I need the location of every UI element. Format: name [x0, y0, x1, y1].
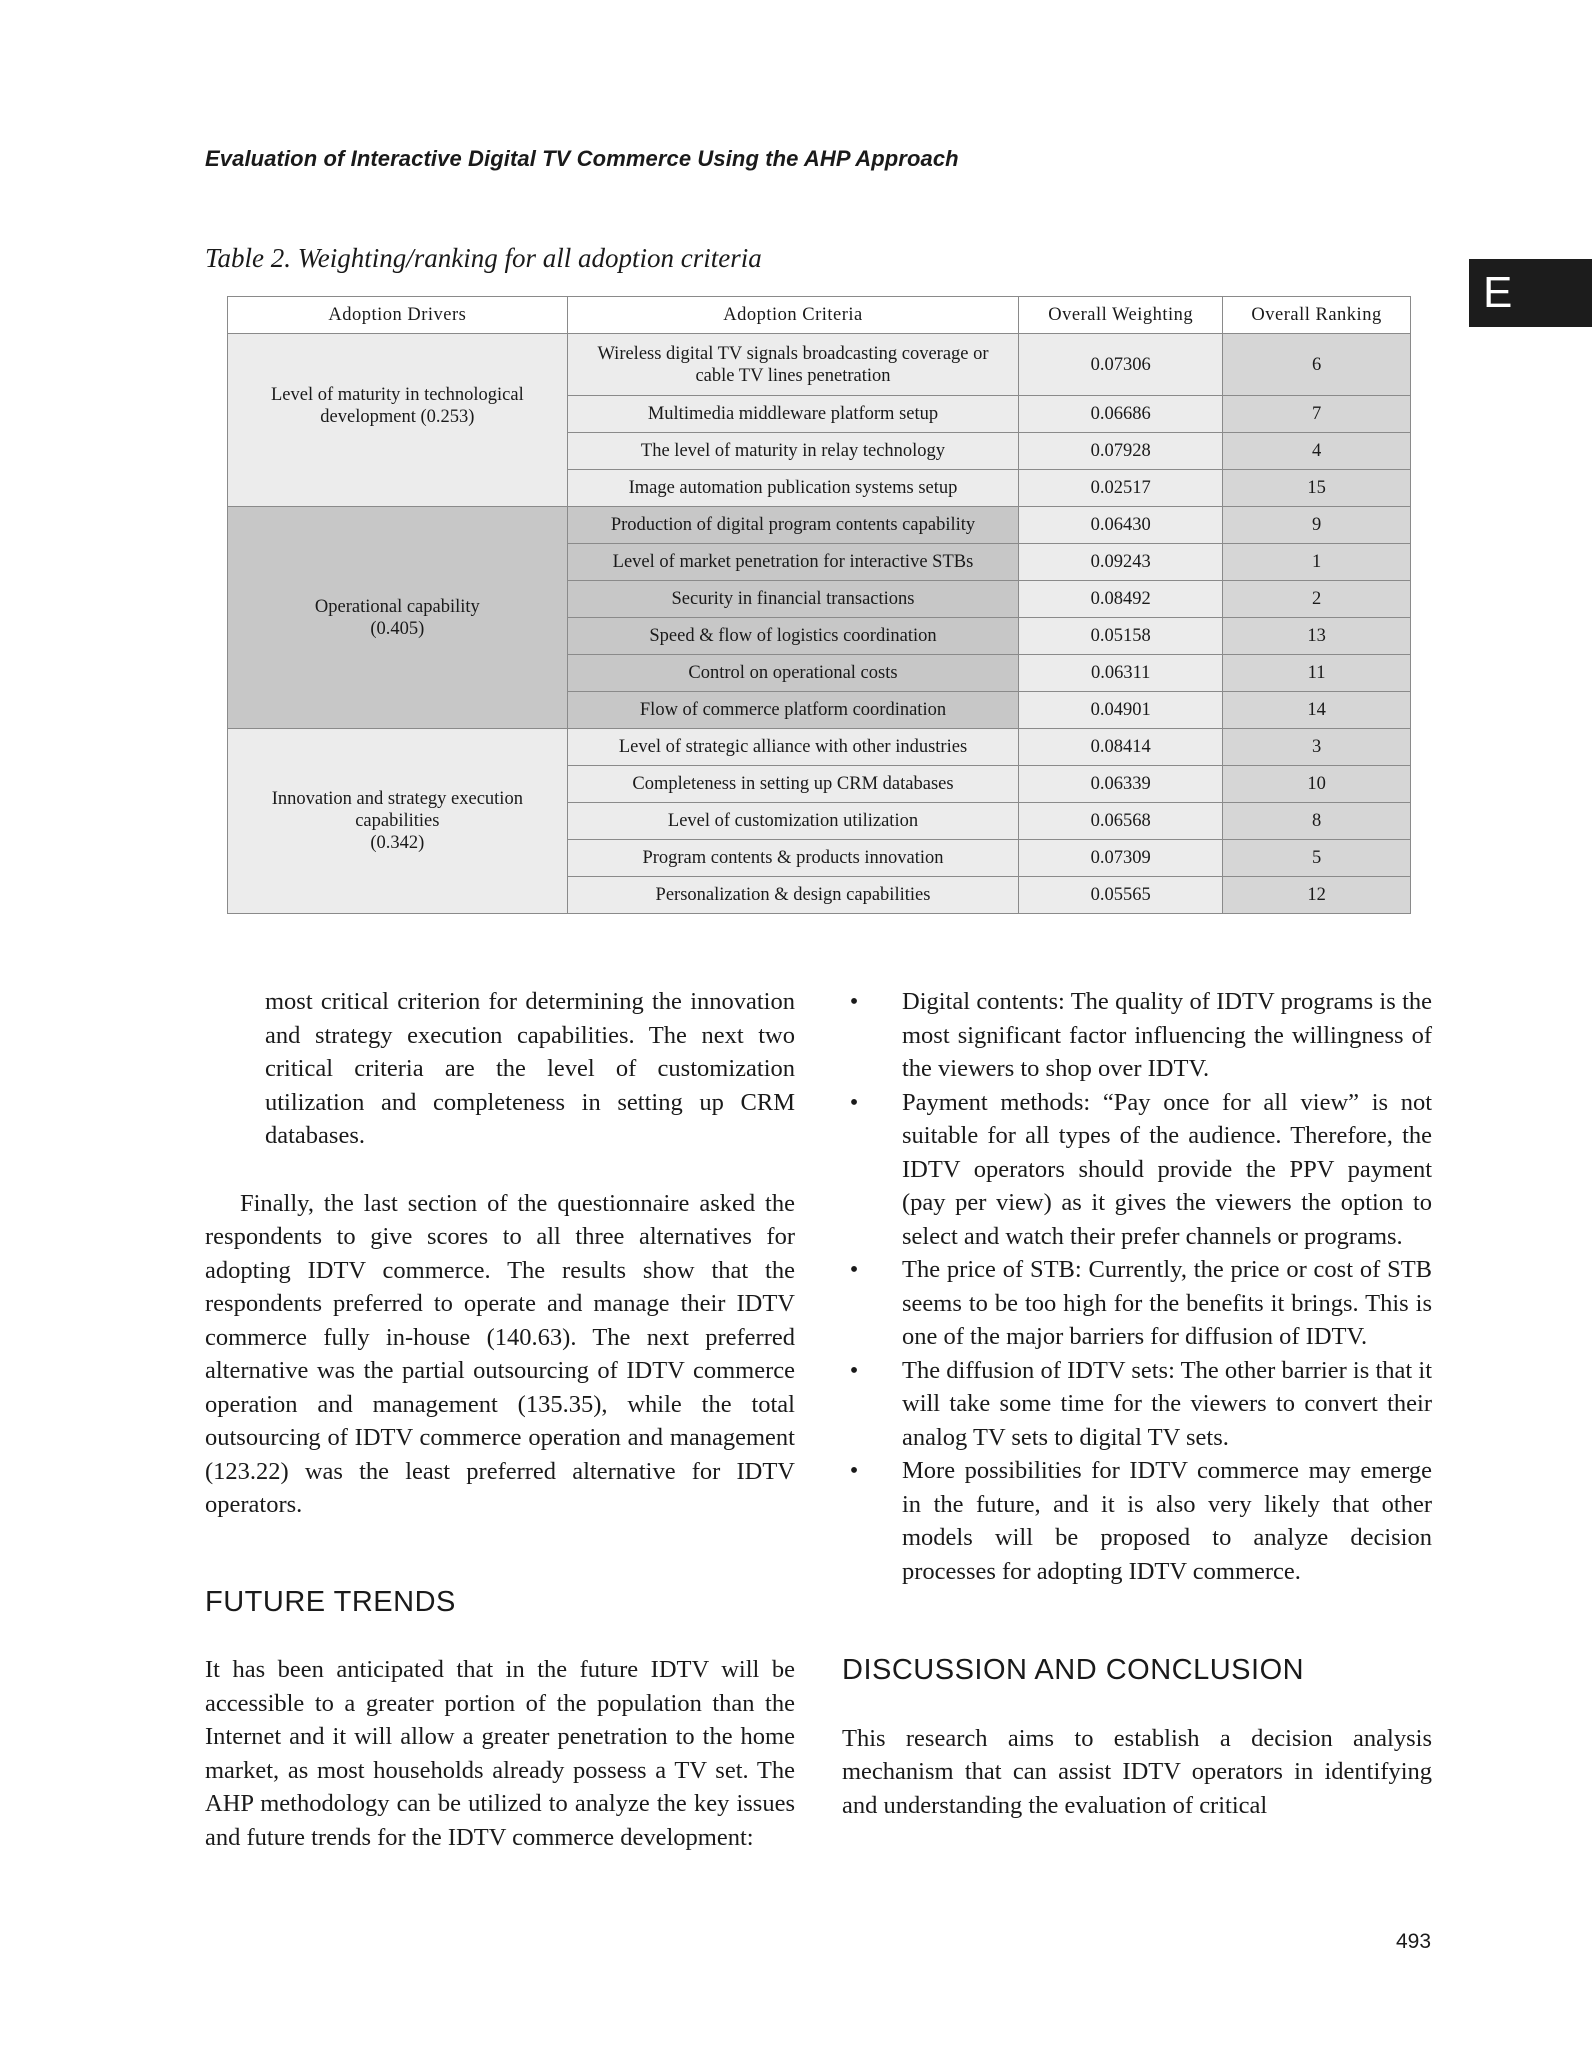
weighting-cell: 0.06339 — [1019, 766, 1223, 803]
weighting-cell: 0.07309 — [1019, 840, 1223, 877]
weighting-cell: 0.06311 — [1019, 655, 1223, 692]
discussion-paragraph: This research aims to establish a decision analysis mechanism that can assist IDTV operators in identifying and understanding the evaluation of critical — [842, 1724, 1432, 1819]
bullet-icon: • — [849, 1356, 859, 1384]
ranking-cell: 4 — [1223, 433, 1411, 470]
criteria-cell: Level of customization utilization — [567, 803, 1019, 840]
driver-cell-innovation — [228, 729, 568, 914]
ranking-cell: 15 — [1223, 470, 1411, 507]
bullet-text: More possibilities for IDTV commerce may emerge in the future, and it is also very likely that other models will be proposed to analyze decision processes for adopting IDTV commerce. — [902, 1457, 1432, 1585]
bullet-text: Currently, the price or cost of STB seems to be too high for the benefits it brings. This is one of the major barriers for diffusion of IDTV. — [902, 1256, 1433, 1350]
ranking-cell: 6 — [1223, 334, 1411, 396]
table-row — [228, 729, 1411, 766]
list-item — [842, 1086, 1432, 1254]
ranking-cell: 10 — [1223, 766, 1411, 803]
future-trends-heading: FUTURE TRENDS — [205, 1585, 456, 1618]
bullet-icon: • — [849, 1457, 859, 1484]
right-column — [842, 985, 1432, 1822]
criteria-cell: Flow of commerce platform coordination — [567, 692, 1019, 729]
bullet-icon: • — [849, 1088, 859, 1116]
criteria-cell: Level of strategic alliance with other industries — [567, 729, 1019, 766]
table-row — [228, 334, 1411, 396]
page-number: 493 — [1396, 1930, 1432, 1953]
ranking-cell: 11 — [1223, 655, 1411, 692]
list-item — [842, 1253, 1432, 1354]
criteria-cell: Personalization & design capabilities — [567, 877, 1019, 914]
ranking-cell: 9 — [1223, 507, 1411, 544]
criteria-cell — [567, 334, 1019, 396]
bullet-term: Payment methods: — [902, 1088, 1091, 1116]
weighting-cell: 0.06430 — [1019, 507, 1223, 544]
header-adoption-drivers: Adoption Drivers — [228, 297, 568, 334]
ranking-cell: 13 — [1223, 618, 1411, 655]
continued-paragraph: most critical criterion for determining the innovation and strategy execution capabilities. The next two critical criteria are the level of customization utilization and completeness in setting up CRM databases. — [265, 988, 795, 1149]
criteria-cell: Speed & flow of logistics coordination — [567, 618, 1019, 655]
bullet-text: The other barrier is that it will take some time for the viewers to convert their analog TV sets to digital TV sets. — [902, 1356, 1432, 1451]
weighting-cell: 0.02517 — [1019, 470, 1223, 507]
list-item — [842, 1354, 1432, 1455]
ranking-cell: 1 — [1223, 544, 1411, 581]
weighting-cell: 0.06568 — [1019, 803, 1223, 840]
driver-label: Operational capability — [314, 596, 480, 617]
criteria-cell: Program contents & products innovation — [567, 840, 1019, 877]
driver-weight: development (0.253) — [320, 407, 475, 427]
weighting-ranking-table — [227, 296, 1411, 914]
weighting-cell: 0.09243 — [1019, 544, 1223, 581]
criteria-cell: Production of digital program contents capability — [567, 507, 1019, 544]
weighting-cell: 0.06686 — [1019, 396, 1223, 433]
weighting-cell: 0.07928 — [1019, 433, 1223, 470]
driver-weight: (0.342) — [370, 833, 425, 853]
left-column — [205, 985, 795, 1854]
table-caption: Table 2. Weighting/ranking for all adoption criteria — [205, 243, 762, 273]
driver-label: Innovation and strategy execution — [271, 789, 523, 809]
criteria-label: cable TV lines penetration — [695, 365, 891, 386]
criteria-cell: Level of market penetration for interactive STBs — [567, 544, 1019, 581]
header-adoption-criteria: Adoption Criteria — [567, 297, 1019, 334]
criteria-cell: Completeness in setting up CRM databases — [567, 766, 1019, 803]
driver-cell-operational — [228, 507, 568, 729]
criteria-cell: Control on operational costs — [567, 655, 1019, 692]
driver-label-cont: capabilities — [355, 811, 440, 831]
ranking-cell: 5 — [1223, 840, 1411, 877]
weighting-cell: 0.07306 — [1019, 334, 1223, 396]
weighting-cell: 0.05158 — [1019, 618, 1223, 655]
driver-weight: (0.405) — [370, 618, 425, 639]
ranking-cell: 14 — [1223, 692, 1411, 729]
criteria-cell: The level of maturity in relay technology — [567, 433, 1019, 470]
criteria-cell: Multimedia middleware platform setup — [567, 396, 1019, 433]
weighting-cell: 0.08492 — [1019, 581, 1223, 618]
bullet-term: The diffusion of IDTV sets: — [902, 1356, 1175, 1384]
weighting-cell: 0.05565 — [1019, 877, 1223, 914]
table-header-row — [228, 297, 1411, 334]
future-trends-list — [842, 985, 1432, 1588]
criteria-cell: Image automation publication systems setup — [567, 470, 1019, 507]
criteria-label: Wireless digital TV signals broadcasting coverage or — [597, 343, 989, 364]
table-row — [228, 507, 1411, 544]
weighting-cell: 0.08414 — [1019, 729, 1223, 766]
list-item — [842, 985, 1432, 1086]
ranking-cell: 2 — [1223, 581, 1411, 618]
header-overall-weighting: Overall Weighting — [1019, 297, 1223, 334]
future-trends-paragraph: It has been anticipated that in the future IDTV will be accessible to a greater portion of the population than the Internet and it will allow a greater penetration to the home market, as most households already possess a TV set. The AHP methodology can be utilized to analyze the key issues and future trends for the IDTV commerce development: — [205, 1656, 795, 1851]
bullet-text: The quality of IDTV programs is the most significant factor influencing the willingness of the viewers to shop over IDTV. — [902, 988, 1433, 1082]
section-thumb-tab: E — [1469, 259, 1592, 327]
ranking-cell: 7 — [1223, 396, 1411, 433]
driver-label: Level of maturity in technological — [270, 385, 524, 405]
bullet-text: “Pay once for all view” is not suitable for all types of the audience. Therefore, the IDTV operators should provide the PPV payment (pay per view) as it gives the viewers the option to select and watch their prefer channels or programs. — [902, 1088, 1433, 1250]
ranking-cell: 12 — [1223, 877, 1411, 914]
ranking-cell: 3 — [1223, 729, 1411, 766]
header-overall-ranking: Overall Ranking — [1223, 297, 1411, 334]
driver-cell-technological — [228, 334, 568, 507]
bullet-term: The price of STB: — [902, 1256, 1082, 1283]
ranking-cell: 8 — [1223, 803, 1411, 840]
weighting-cell: 0.04901 — [1019, 692, 1223, 729]
bullet-icon: • — [849, 988, 859, 1015]
alternatives-paragraph: Finally, the last section of the questionnaire asked the respondents to give scores to all three alternatives for adopting IDTV commerce. The results show that the respondents preferred to operate and manage their IDTV commerce fully in-house (140.63). The next preferred alternative was the partial outsourcing of IDTV commerce operation and management (135.35), while the total outsourcing of IDTV commerce operation and management (123.22) was the least preferred alternative for IDTV operators. — [205, 1189, 795, 1518]
list-item — [842, 1454, 1432, 1588]
bullet-icon: • — [849, 1256, 859, 1283]
bullet-term: Digital contents: — [902, 988, 1065, 1015]
running-head: Evaluation of Interactive Digital TV Commerce Using the AHP Approach — [205, 146, 959, 171]
criteria-cell: Security in financial transactions — [567, 581, 1019, 618]
discussion-heading: DISCUSSION AND CONCLUSION — [842, 1654, 1305, 1686]
